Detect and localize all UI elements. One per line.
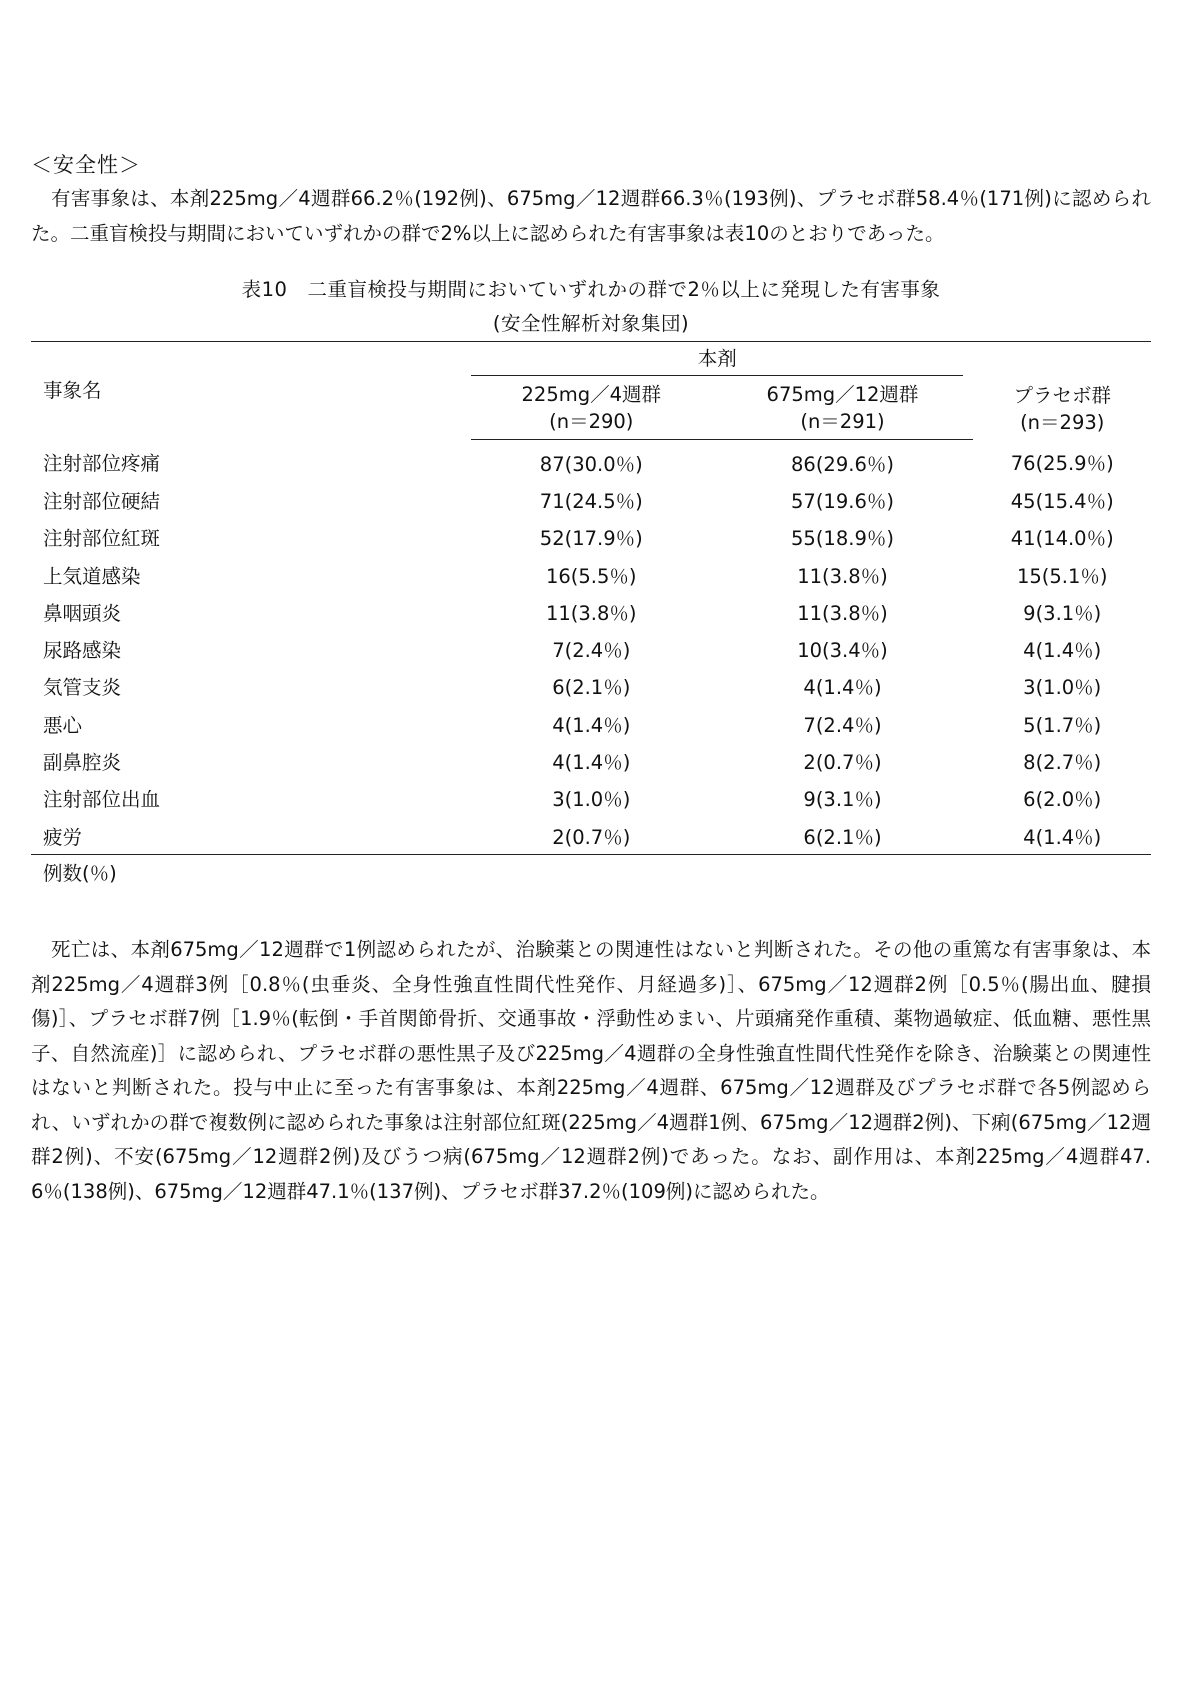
table-row xyxy=(31,556,1151,593)
value-225mg-cell: 87(30.0％) xyxy=(539,452,643,476)
value-placebo-cell: 4(1.4％) xyxy=(1023,639,1102,663)
value-225mg-cell: 4(1.4％) xyxy=(552,713,631,737)
value-placebo-cell: 45(15.4％) xyxy=(1010,489,1114,513)
event-name-cell: 気管支炎 xyxy=(43,676,122,700)
value-225mg-cell: 2(0.7％) xyxy=(471,817,712,855)
value-225mg-cell: 71(24.5％) xyxy=(539,489,643,513)
event-name-cell: 鼻咽頭炎 xyxy=(43,601,122,625)
header-225mg-name: 225mg／4週群 xyxy=(521,383,662,406)
table-title: 表10 二重盲検投与期間においていずれかの群で2％以上に発現した有害事象 xyxy=(241,278,941,301)
table-row xyxy=(31,742,1151,779)
value-225mg-cell: 16(5.5％) xyxy=(545,564,637,588)
value-675mg-cell: 10(3.4％) xyxy=(797,639,888,663)
table-row xyxy=(31,817,1151,855)
value-675mg-cell: 4(1.4％) xyxy=(803,676,882,700)
header-225mg-n: (n＝290) xyxy=(549,410,634,433)
table-row xyxy=(31,440,1151,482)
value-225mg-cell: 7(2.4％) xyxy=(552,639,631,663)
table-row xyxy=(31,481,1151,518)
header-225mg xyxy=(471,378,712,440)
header-drug-group-label: 本剤 xyxy=(471,345,963,376)
header-drug-group xyxy=(471,342,973,379)
header-675mg-name: 675mg／12週群 xyxy=(766,383,919,406)
value-675mg-cell: 2(0.7％) xyxy=(803,751,882,775)
event-name-cell: 悪心 xyxy=(43,713,83,737)
header-675mg xyxy=(712,378,974,440)
header-placebo xyxy=(973,342,1151,440)
header-event-name: 事象名 xyxy=(31,342,471,440)
table-caption xyxy=(31,273,1151,341)
event-name-cell: 注射部位紅斑 xyxy=(43,527,161,551)
event-name-cell: 副鼻腔炎 xyxy=(43,751,122,775)
value-placebo-cell: 6(2.0％) xyxy=(1023,788,1102,812)
deaths-and-serious-events-paragraph: 死亡は、本剤675mg／12週群で1例認められたが、治験薬との関連性はないと判断された。その他の重篤な有害事象は、本剤225mg／4週群3例［0.8％(虫垂炎、全身性強直性間代性発作、月経過多)］、675mg／12週群2例［0.5％(腸出血、腱損傷)］、プラセボ群7例［1.9％(転倒・手首関節骨折、交通事故・浮動性めまい、片頭痛発作重積、薬物過敏症、低血糖、悪性黒子、自然流産)］に認められ、プラセボ群の悪性黒子及び225mg／4週群の全身性強直性間代性発作を除き、治験薬との関連性はないと判断された。投与中止に至った有害事象は、本剤225mg／4週群、675mg／12週群及びプラセボ群で各5例認められ、いずれかの群で複数例に認められた事象は注射部位紅斑(225mg／4週群1例、675mg／12週群2例)、下痢(675mg／12週群2例)、不安(675mg／12週群2例)及びうつ病(675mg／12週群2例)であった。なお、副作用は、本剤225mg／4週群47.6％(138例)、675mg／12週群47.1％(137例)、プラセボ群37.2％(109例)に認められた。 xyxy=(31,938,1151,1203)
event-name-cell: 注射部位疼痛 xyxy=(43,452,161,476)
event-name-cell: 注射部位硬結 xyxy=(43,489,161,513)
adverse-events-table xyxy=(31,341,1151,855)
value-225mg-cell: 6(2.1％) xyxy=(552,676,631,700)
table-row xyxy=(31,593,1151,630)
value-placebo-cell: 4(1.4％) xyxy=(973,817,1151,855)
value-placebo-cell: 5(1.7％) xyxy=(1023,713,1102,737)
header-675mg-n: (n＝291) xyxy=(800,410,885,433)
value-placebo-cell: 41(14.0％) xyxy=(1010,527,1114,551)
table-row xyxy=(31,630,1151,667)
event-name-cell: 疲労 xyxy=(31,817,471,855)
event-name-cell: 尿路感染 xyxy=(43,639,122,663)
value-675mg-cell: 11(3.8％) xyxy=(797,564,888,588)
table-row xyxy=(31,705,1151,742)
value-675mg-cell: 86(29.6％) xyxy=(791,452,894,476)
section-heading: ＜安全性＞ xyxy=(31,153,141,177)
value-placebo-cell: 8(2.7％) xyxy=(1023,751,1102,775)
value-675mg-cell: 9(3.1％) xyxy=(803,788,882,812)
value-675mg-cell: 7(2.4％) xyxy=(803,713,882,737)
safety-summary-paragraph: 有害事象は、本剤225mg／4週群66.2％(192例)、675mg／12週群66.3％(193例)、プラセボ群58.4％(171例)に認められた。二重盲検投与期間においていずれかの群で2%以上に認められた有害事象は表10のとおりであった。 xyxy=(31,187,1151,245)
value-675mg-cell: 57(19.6％) xyxy=(791,489,894,513)
table-row xyxy=(31,780,1151,817)
event-name-cell: 注射部位出血 xyxy=(43,788,161,812)
value-225mg-cell: 11(3.8％) xyxy=(545,601,637,625)
value-placebo-cell: 9(3.1％) xyxy=(1023,601,1102,625)
header-placebo-name: プラセボ群 xyxy=(1013,383,1111,407)
value-675mg-cell: 55(18.9％) xyxy=(791,527,894,551)
value-placebo-cell: 3(1.0％) xyxy=(1023,676,1102,700)
header-placebo-n: (n＝293) xyxy=(1020,410,1105,434)
value-675mg-cell: 6(2.1％) xyxy=(712,817,974,855)
value-225mg-cell: 3(1.0％) xyxy=(552,788,631,812)
table-subtitle: (安全性解析対象集団) xyxy=(492,312,690,335)
value-225mg-cell: 52(17.9％) xyxy=(539,527,643,551)
event-name-cell: 上気道感染 xyxy=(43,564,141,588)
value-placebo-cell: 76(25.9％) xyxy=(1010,452,1114,476)
table-footnote: 例数(％) xyxy=(43,862,117,886)
table-row xyxy=(31,668,1151,705)
value-225mg-cell: 4(1.4％) xyxy=(552,751,631,775)
document-page xyxy=(31,148,1151,1209)
table-body xyxy=(31,440,1151,855)
value-placebo-cell: 15(5.1％) xyxy=(1016,564,1108,588)
table-row xyxy=(31,519,1151,556)
value-675mg-cell: 11(3.8％) xyxy=(797,601,888,625)
